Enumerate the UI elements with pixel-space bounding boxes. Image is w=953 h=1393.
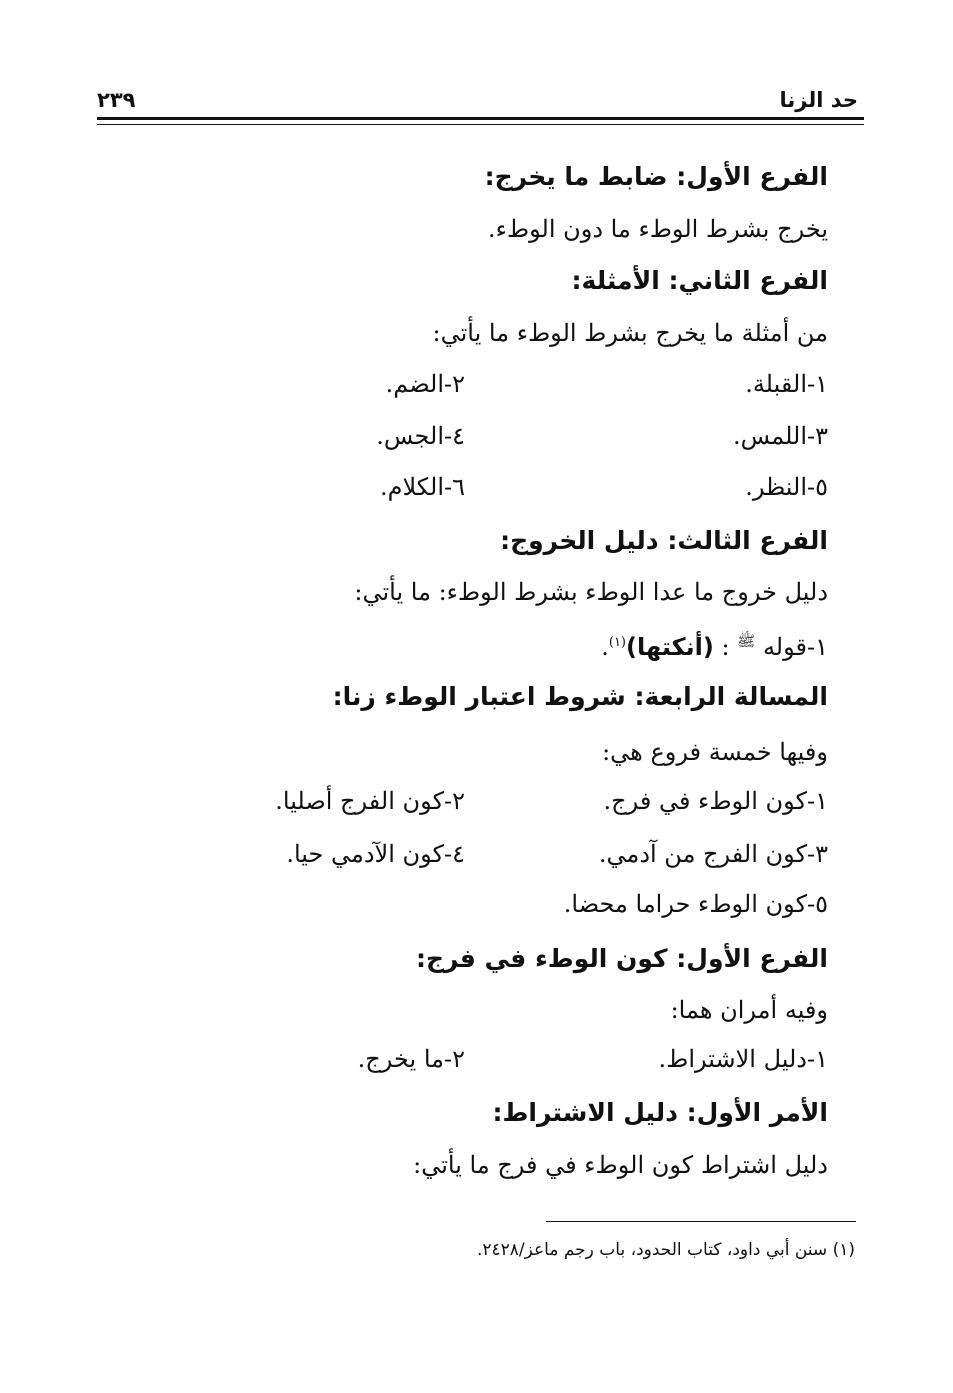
list-item: ١-دليل الاشتراط. [658, 1045, 828, 1073]
section-heading: الفرع الثالث: دليل الخروج: [500, 526, 828, 555]
section-heading: الفرع الأول: ضابط ما يخرج: [484, 162, 828, 191]
body-text: وفيه أمران هما: [670, 996, 828, 1024]
footnote-ref: (١) [608, 635, 626, 650]
section-heading: الفرع الأول: كون الوطء في فرج: [415, 944, 828, 973]
list-item: ٥-النظر. [745, 473, 828, 501]
list-item: ٤-كون الآدمي حيا. [286, 840, 465, 868]
section-heading: المسالة الرابعة: شروط اعتبار الوطء زنا: [332, 682, 828, 711]
sentence-end: . [601, 633, 609, 661]
separator: : [721, 633, 730, 661]
header-rule-thick [97, 117, 864, 120]
list-item: ٦-الكلام. [379, 473, 465, 501]
page-number: ٢٣٩ [97, 88, 136, 112]
running-header-title: حد الزنا [779, 88, 858, 112]
list-item: ١-كون الوطء في فرج. [603, 787, 828, 815]
footnote: (١) سنن أبي داود، كتاب الحدود، باب رجم ماعز/٢٤٢٨. [476, 1240, 855, 1260]
list-item: ٢-الضم. [385, 370, 465, 398]
body-text: وفيها خمسة فروع هي: [602, 738, 828, 766]
list-item: ٢-كون الفرج أصليا. [275, 787, 465, 815]
list-item: ١-القبلة. [745, 370, 828, 398]
list-item: ٤-الجس. [376, 422, 465, 450]
body-text: من أمثلة ما يخرج بشرط الوطء ما يأتي: [432, 319, 828, 347]
body-text: دليل اشتراط كون الوطء في فرج ما يأتي: [413, 1151, 828, 1179]
header-rule-thin [97, 124, 864, 125]
honorific-glyph: ﷺ [737, 632, 756, 650]
footnote-separator [546, 1221, 856, 1222]
list-item: ٢-ما يخرج. [357, 1045, 465, 1073]
body-text: يخرج بشرط الوطء ما دون الوطء. [488, 215, 828, 243]
list-item: ٥-كون الوطء حراما محضا. [563, 890, 828, 918]
hadith-line [601, 621, 828, 667]
body-text: دليل خروج ما عدا الوطء بشرط الوطء: ما يأتي: [354, 578, 828, 606]
list-item: ٣-اللمس. [732, 422, 828, 450]
section-heading: الفرع الثاني: الأمثلة: [571, 266, 828, 295]
hadith-prefix: ١-قوله [762, 633, 828, 661]
section-heading: الأمر الأول: دليل الاشتراط: [492, 1098, 828, 1127]
hadith-quote: (أنكتها) [626, 633, 714, 661]
list-item: ٣-كون الفرج من آدمي. [598, 840, 828, 868]
